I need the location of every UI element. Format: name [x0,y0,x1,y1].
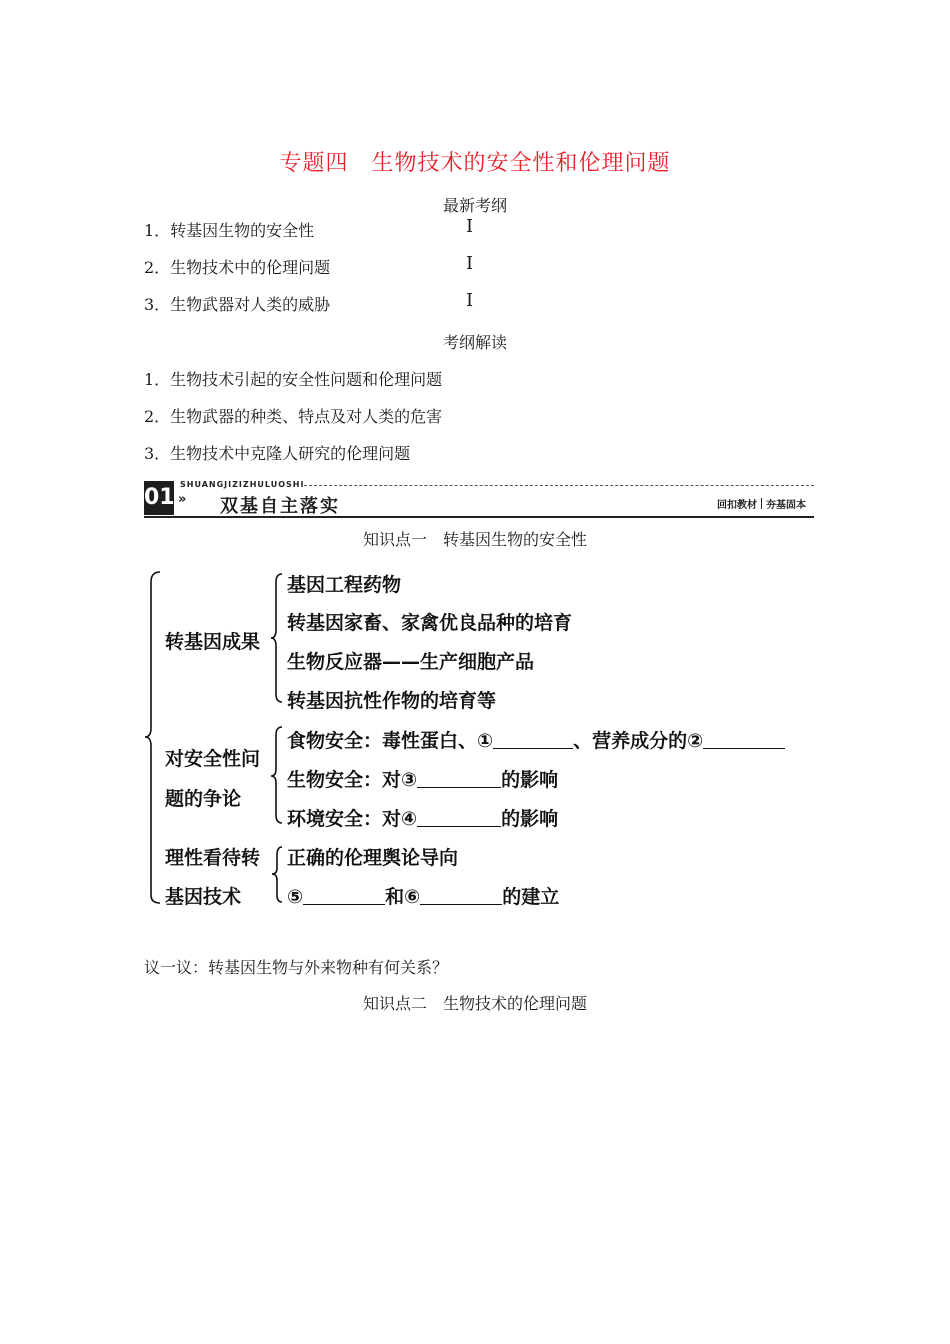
syllabus-heading: 最新考纲 [442,196,507,215]
group1-item: 生物反应器——生产细胞产品 [287,651,535,673]
syllabus-item: 2．生物技术中的伦理问题 [144,258,331,277]
banner-pinyin: SHUANGJIZIZHULUOSHI [180,480,305,489]
group1-item: 基因工程药物 [287,574,402,596]
group1-label: 转基因成果 [165,631,261,653]
group1-item: 转基因家畜、家禽优良品种的培育 [287,612,573,634]
blank-5[interactable] [303,886,385,905]
knowledge1-heading: 知识点一 转基因生物的安全性 [362,530,587,549]
discussion-question: 议一议：转基因生物与外来物种有何关系？ [144,958,449,977]
banner-right-b: 夯基固本 [766,500,806,511]
syllabus-item: 1．转基因生物的安全性 [144,221,315,240]
brace-group3 [272,847,282,902]
group3-blank-line [287,882,559,909]
interpretation-item: 2．生物武器的种类、特点及对人类的危害 [144,407,443,426]
group3-item2-mid: 和⑥ [385,886,421,908]
group2-label-line1: 对安全性问 [165,748,261,770]
blank-6[interactable] [420,886,502,905]
env-safety-prefix: 环境安全：对④ [287,808,418,830]
group3-item2-suffix: 的建立 [502,886,560,908]
brace-group1 [271,574,282,702]
bio-safety-prefix: 生物安全：对③ [287,769,418,791]
blank-4[interactable] [417,808,501,827]
outer-brace [145,572,160,903]
group3-label-line2: 基因技术 [165,886,242,908]
food-safety-prefix: 食物安全：毒性蛋白、① [287,730,494,752]
banner-heading: 双基自主落实 [220,496,340,517]
interpretation-item: 3．生物技术中克隆人研究的伦理问题 [144,444,411,463]
syllabus-level: Ⅰ [466,290,474,311]
group3-label-line1: 理性看待转 [165,847,261,869]
group3-item: 正确的伦理舆论导向 [287,847,459,869]
banner-number-badge: 01 [144,481,174,515]
bio-safety-suffix: 的影响 [501,769,559,791]
chevron-right-icon: » [178,492,187,507]
syllabus-level: Ⅰ [466,216,474,237]
bio-safety-line [287,765,558,792]
blank-3[interactable] [417,769,501,788]
banner-right-a: 回扣教材 [717,500,757,511]
interpretation-item: 1．生物技术引起的安全性问题和伦理问题 [144,370,443,389]
syllabus-level: Ⅰ [466,253,474,274]
food-safety-mid: 、营养成分的② [573,730,704,752]
blank-2[interactable] [703,730,785,749]
env-safety-suffix: 的影响 [501,808,559,830]
group1-item: 转基因抗性作物的培育等 [287,690,497,712]
group3-item2-prefix: ⑤ [287,886,304,908]
syllabus-item: 3．生物武器对人类的威胁 [144,295,331,314]
food-safety-line [287,726,785,753]
page-title: 专题四 生物技术的安全性和伦理问题 [279,151,671,176]
knowledge2-heading: 知识点二 生物技术的伦理问题 [362,994,587,1013]
interpretation-heading: 考纲解读 [442,333,507,352]
env-safety-line [287,804,558,831]
group2-label-line2: 题的争论 [165,788,242,810]
brace-group2 [271,727,282,823]
blank-1[interactable] [493,730,573,749]
